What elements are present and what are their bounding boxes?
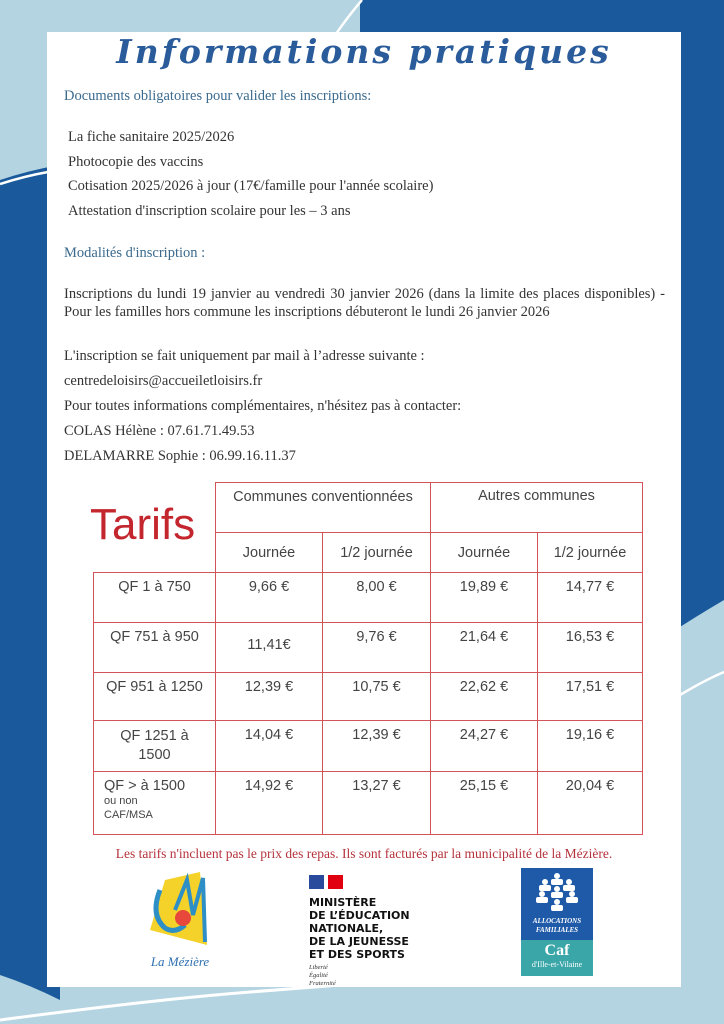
rate-cell: 24,27 € xyxy=(431,721,538,772)
rate-cell: 14,92 € xyxy=(216,772,323,835)
rate-cell: 19,89 € xyxy=(431,573,538,623)
rate-cell: 9,76 € xyxy=(323,623,431,673)
table-row xyxy=(94,573,643,623)
subheader-demi-journee: 1/2 journée xyxy=(538,533,643,573)
page-title: Informations pratiques xyxy=(116,32,612,71)
qf-cell: QF 1 à 750 xyxy=(94,573,216,623)
table-row xyxy=(94,721,643,772)
marianne-flag-icon xyxy=(309,875,343,889)
rate-cell: 11,41€ xyxy=(216,623,323,673)
devise-line: Liberté xyxy=(309,964,328,971)
table-row xyxy=(94,673,643,721)
ministere-line: DE LA JEUNESSE xyxy=(309,935,409,948)
caf-top-line: ALLOCATIONS xyxy=(532,917,582,925)
rate-cell: 20,04 € xyxy=(538,772,643,835)
rate-cell: 14,77 € xyxy=(538,573,643,623)
list-item: Photocopie des vaccins xyxy=(68,153,204,170)
rate-cell: 21,64 € xyxy=(431,623,538,673)
rate-cell: 12,39 € xyxy=(216,673,323,721)
caf-name: Caf xyxy=(544,942,570,959)
list-item: La fiche sanitaire 2025/2026 xyxy=(68,129,235,145)
ministere-logo xyxy=(309,874,459,994)
mail-intro: L'inscription se fait uniquement par mail à l’adresse suivante : xyxy=(64,348,425,364)
contact-intro: Pour toutes informations complémentaires, n'hésitez pas à contacter: xyxy=(64,398,462,414)
tarifs-label: Tarifs xyxy=(90,500,196,549)
ministere-line: MINISTÈRE xyxy=(309,896,377,909)
documents-list xyxy=(68,125,433,223)
qf-cell xyxy=(94,772,216,835)
qf-cell: QF 951 à 1250 xyxy=(94,673,216,721)
caf-family-icon xyxy=(532,872,582,912)
rate-cell: 12,39 € xyxy=(323,721,431,772)
rate-cell: 13,27 € xyxy=(323,772,431,835)
header-autres-communes: Autres communes xyxy=(431,483,643,533)
table-row xyxy=(94,623,643,673)
subheader-journee: Journée xyxy=(431,533,538,573)
modalites-heading: Modalités d'inscription : xyxy=(64,245,206,261)
inscription-dates: Inscriptions du lundi 19 janvier au vendredi 30 janvier 2026 (dans la limite des places disponibles) - Pour les familles hors commune les inscriptions débuteront le lundi 26 janvier 2026 xyxy=(64,286,665,320)
rate-cell: 16,53 € xyxy=(538,623,643,673)
ministere-line: NATIONALE, xyxy=(309,922,384,935)
devise-line: Égalité xyxy=(309,972,328,979)
la-meziere-emblem-icon xyxy=(145,870,215,950)
ministere-line: DE L’ÉDUCATION xyxy=(309,909,410,922)
list-item: Cotisation 2025/2026 à jour (17€/famille pour l'année scolaire) xyxy=(68,178,434,194)
caf-top-line: FAMILIALES xyxy=(535,926,579,934)
rate-cell: 19,16 € xyxy=(538,721,643,772)
la-meziere-logo xyxy=(135,870,225,980)
email-link[interactable]: centredeloisirs@accueiletloisirs.fr xyxy=(64,373,263,389)
rate-cell: 14,04 € xyxy=(216,721,323,772)
la-meziere-text: La Mézière xyxy=(150,954,210,969)
tarifs-table xyxy=(93,482,643,835)
caf-region: d'Ille-et-Vilaine xyxy=(531,960,583,969)
contact-delamarre: DELAMARRE Sophie : 06.99.16.11.37 xyxy=(64,448,296,464)
rate-cell: 25,15 € xyxy=(431,772,538,835)
ministere-line: ET DES SPORTS xyxy=(309,948,405,961)
contact-colas: COLAS Hélène : 07.61.71.49.53 xyxy=(64,423,255,439)
header-communes-conventionnees: Communes conventionnées xyxy=(216,483,431,533)
rate-cell: 10,75 € xyxy=(323,673,431,721)
rate-cell: 17,51 € xyxy=(538,673,643,721)
subheader-demi-journee: 1/2 journée xyxy=(323,533,431,573)
qf-cell: QF 1251 à 1500 xyxy=(94,721,216,772)
qf-note: ou non CAF/MSA xyxy=(104,795,153,821)
rate-cell: 22,62 € xyxy=(431,673,538,721)
rate-cell: 9,66 € xyxy=(216,573,323,623)
list-item: Attestation d'inscription scolaire pour les – 3 ans xyxy=(68,202,351,219)
qf-cell: QF 751 à 950 xyxy=(94,623,216,673)
devise-line: Fraternité xyxy=(309,980,336,987)
tarifs-note: Les tarifs n'incluent pas le prix des repas. Ils sont facturés par la municipalité de la Mézière. xyxy=(115,846,613,861)
documents-heading: Documents obligatoires pour valider les inscriptions: xyxy=(64,88,372,104)
qf-label: QF > à 1500 xyxy=(104,778,186,794)
caf-logo xyxy=(521,868,593,976)
rate-cell: 8,00 € xyxy=(323,573,431,623)
table-row xyxy=(94,772,643,835)
subheader-journee: Journée xyxy=(216,533,323,573)
